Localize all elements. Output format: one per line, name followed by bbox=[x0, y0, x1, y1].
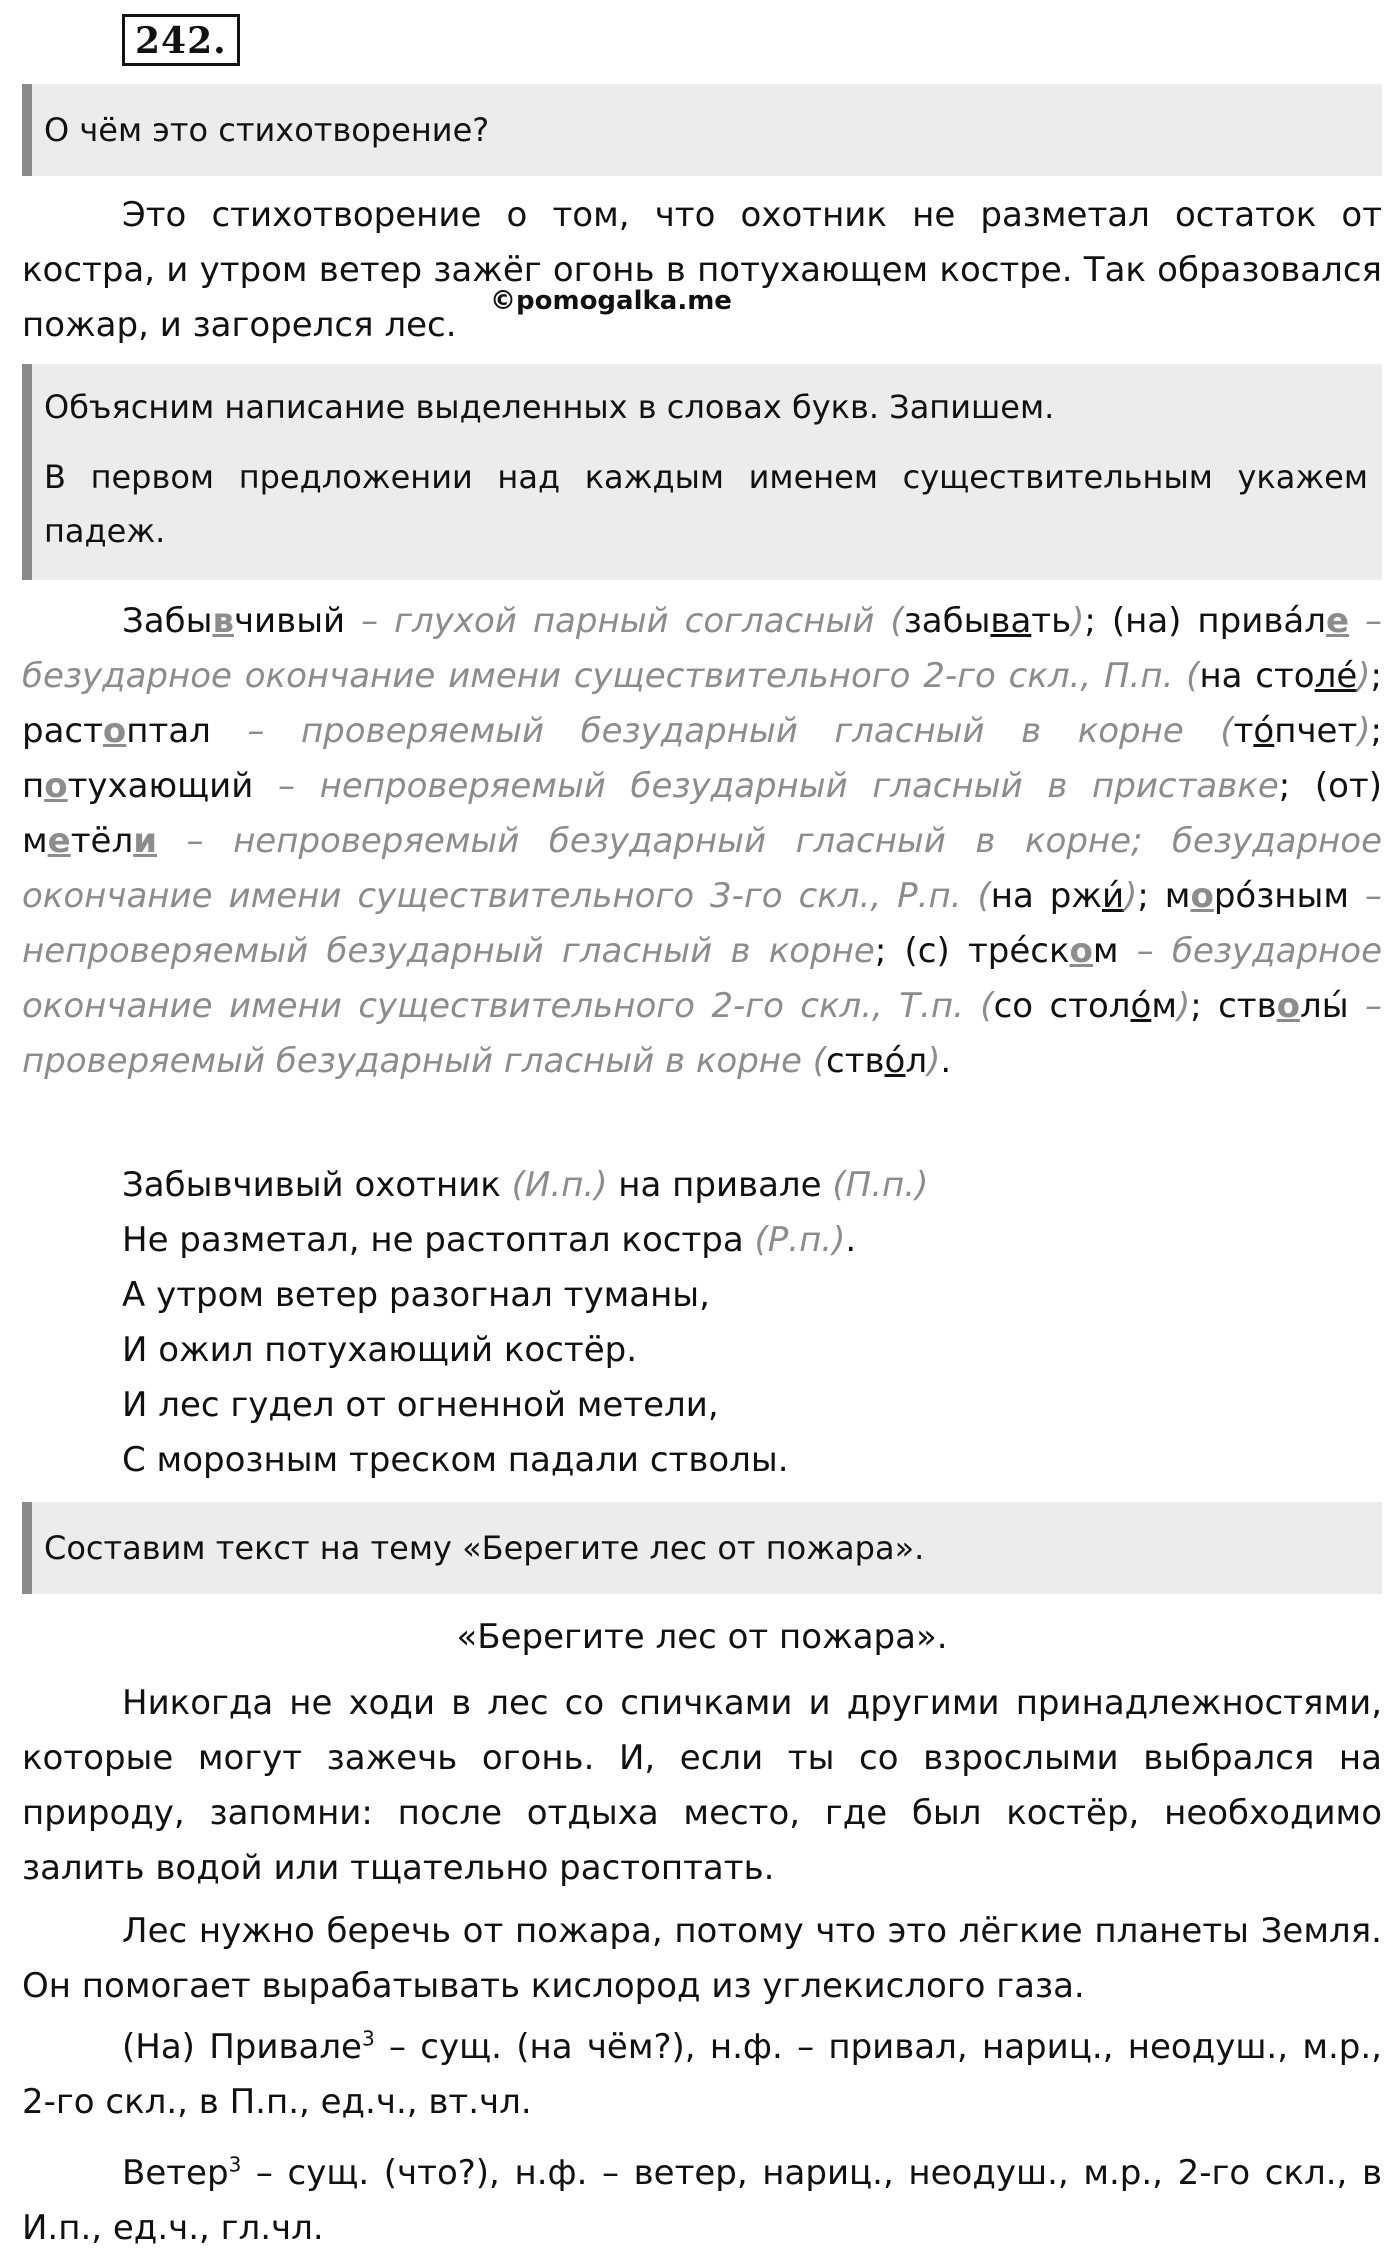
spelling-explanations: Забывчивый – глухой парный согласный (забывать); (на) прива́ле – безударное окончание имени существительного 2-го скл., П.п. (на столе́); растоптал – проверяемый безударный гласный в корне (то́пчет); потухающий – непроверяемый безударный гласный в приставке; (от) метёли – непроверяемый безударный гласный в корне; безударное окончание имени существительного 3-го скл., Р.п. (на ржи́); моро́зным – непроверяемый безударный гласный в корне; (с) тре́ском – безударное окончание имени существительного 2-го скл., Т.п. (со столо́м); стволы́ – проверяемый безударный гласный в корне (ство́л). bbox=[22, 601, 1383, 1081]
poem-line-6: С морозным треском падали стволы. bbox=[122, 1440, 789, 1480]
task-text-3: Составим текст на тему «Берегите лес от пожара». bbox=[44, 1529, 925, 1567]
word-analysis-2: Ветер$^3$ – сущ. (что?), н.ф. – ветер, нариц., неодуш., м.р., 2-го скл., в И.п., ед.ч., гл.чл. bbox=[22, 2152, 1382, 2248]
essay-paragraph-1: Никогда не ходи в лес со спичками и другими принадлежностями, которые могут зажечь огонь. И, если ты со взрослыми выбрался на природу, запомни: после отдыха место, где был костёр, необходимо залить водой или тщательно растоптать. bbox=[22, 1683, 1382, 1888]
poem-line-1: Забывчивый охотник (И.п.) на привале (П.п.) bbox=[122, 1165, 929, 1205]
task-text-1: О чём это стихотворение? bbox=[44, 111, 490, 149]
exercise-number: 242. bbox=[122, 14, 240, 66]
essay-paragraph-2: Лес нужно беречь от пожара, потому что это лёгкие планеты Земля. Он помогает вырабатывать кислород из углекислого газа. bbox=[22, 1911, 1382, 2006]
poem-line-2: Не разметал, не растоптал костра (Р.п.). bbox=[122, 1220, 857, 1260]
task-text-2a: Объясним написание выделенных в словах букв. Запишем. bbox=[44, 388, 1055, 426]
word-analysis-1: (На) Привале$^3$ – сущ. (на чём?), н.ф. – привал, нариц., неодуш., м.р., 2-го скл., в П.п., ед.ч., вт.чл. bbox=[22, 2026, 1382, 2122]
task-box-2 bbox=[22, 364, 1382, 580]
answer-paragraph-1: Это стихотворение о том, что охотник не разметал остаток от костра, и утром ветер зажёг огонь в потухающем костре. Так образовался пожар, и загорелся лес. bbox=[22, 195, 1382, 345]
task-box-1 bbox=[22, 84, 1382, 176]
poem-line-4: И ожил потухающий костёр. bbox=[122, 1330, 638, 1370]
watermark: ©pomogalka.me bbox=[490, 286, 732, 316]
task-text-2b: В первом предложении над каждым именем существительным укажем падеж. bbox=[44, 458, 1368, 550]
poem-line-3: А утром ветер разогнал туманы, bbox=[122, 1275, 710, 1315]
task-box-3 bbox=[22, 1502, 1382, 1594]
essay-title: «Берегите лес от пожара». bbox=[456, 1617, 948, 1657]
poem-line-5: И лес гудел от огненной метели, bbox=[122, 1385, 719, 1425]
